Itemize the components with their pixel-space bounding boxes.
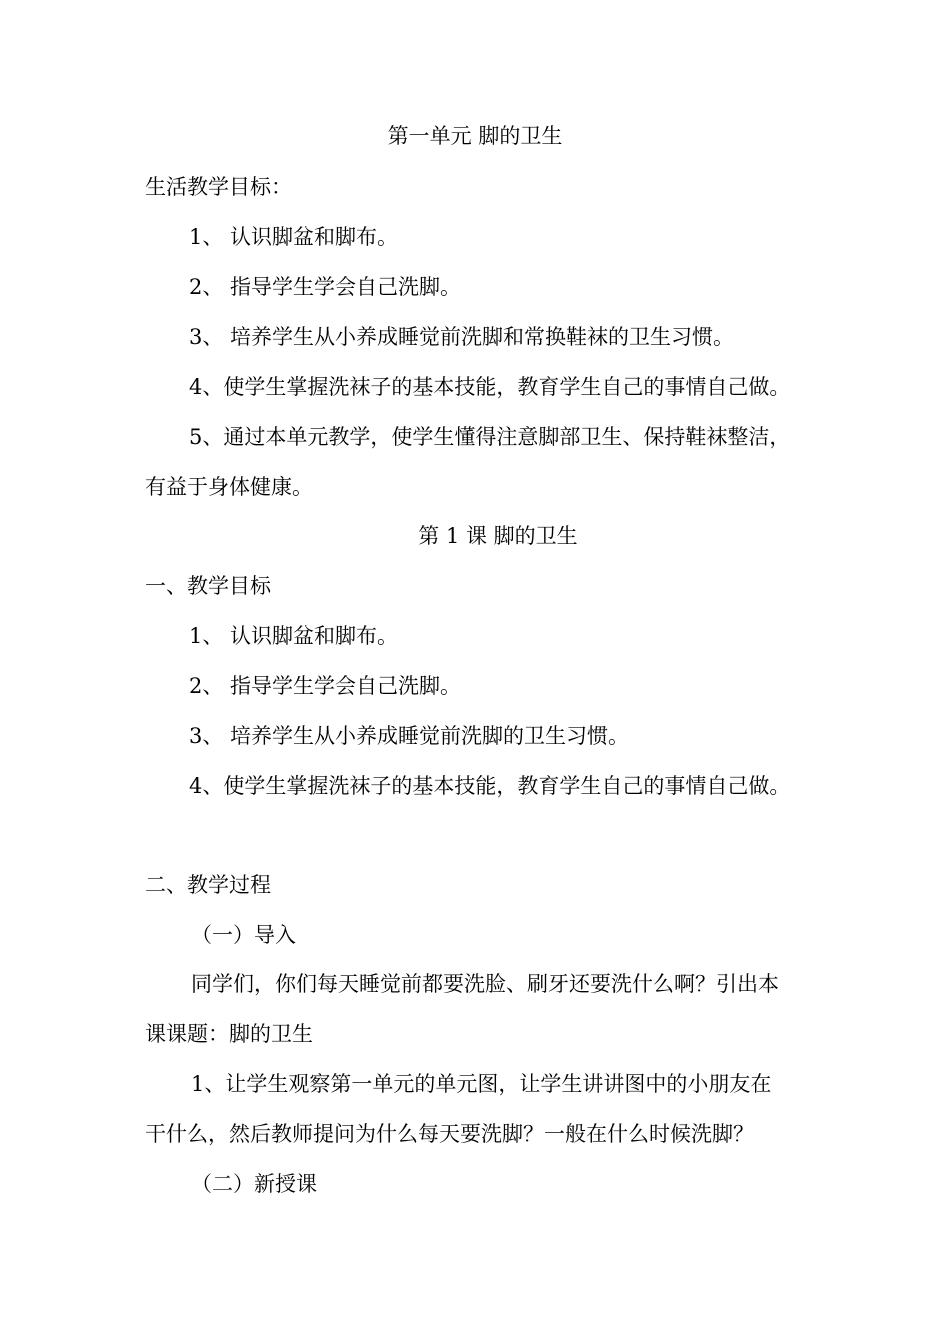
step-1-line-2: 干什么，然后教师提问为什么每天要洗脚？一般在什么时候洗脚？ — [145, 1122, 754, 1146]
step-1-line-1: 1、让学生观察第一单元的单元图，让学生讲讲图中的小朋友在 — [191, 1072, 772, 1096]
teaching-goal-item-1: 1、 认识脚盆和脚布。 — [189, 624, 399, 648]
subsection-new-lesson-heading: （二）新授课 — [191, 1172, 317, 1196]
teaching-goal-item-3: 3、 培养学生从小养成睡觉前洗脚的卫生习惯。 — [189, 724, 630, 748]
teaching-goal-item-2: 2、 指导学生学会自己洗脚。 — [189, 674, 462, 698]
section-2-heading: 二、教学过程 — [145, 873, 271, 897]
life-goal-item-5-continued: 有益于身体健康。 — [145, 475, 313, 499]
life-goals-heading: 生活教学目标： — [145, 175, 292, 199]
intro-paragraph-line-1: 同学们，你们每天睡觉前都要洗脸、刷牙还要洗什么啊？引出本 — [191, 972, 779, 996]
lesson-title: 第 1 课 脚的卫生 — [418, 524, 578, 548]
intro-paragraph-line-2: 课课题：脚的卫生 — [145, 1022, 313, 1046]
life-goal-item-1: 1、 认识脚盆和脚布。 — [189, 225, 399, 249]
teaching-goal-item-4: 4、使学生掌握洗袜子的基本技能，教育学生自己的事情自己做。 — [189, 774, 791, 798]
subsection-intro-heading: （一）导入 — [191, 923, 296, 947]
life-goal-item-5: 5、通过本单元教学，使学生懂得注意脚部卫生、保持鞋袜整洁， — [189, 425, 791, 449]
life-goal-item-4: 4、使学生掌握洗袜子的基本技能，教育学生自己的事情自己做。 — [189, 375, 791, 399]
section-1-heading: 一、教学目标 — [145, 574, 271, 598]
life-goal-item-2: 2、 指导学生学会自己洗脚。 — [189, 275, 462, 299]
unit-title: 第一单元 脚的卫生 — [387, 124, 563, 148]
life-goal-item-3: 3、 培养学生从小养成睡觉前洗脚和常换鞋袜的卫生习惯。 — [189, 325, 735, 349]
